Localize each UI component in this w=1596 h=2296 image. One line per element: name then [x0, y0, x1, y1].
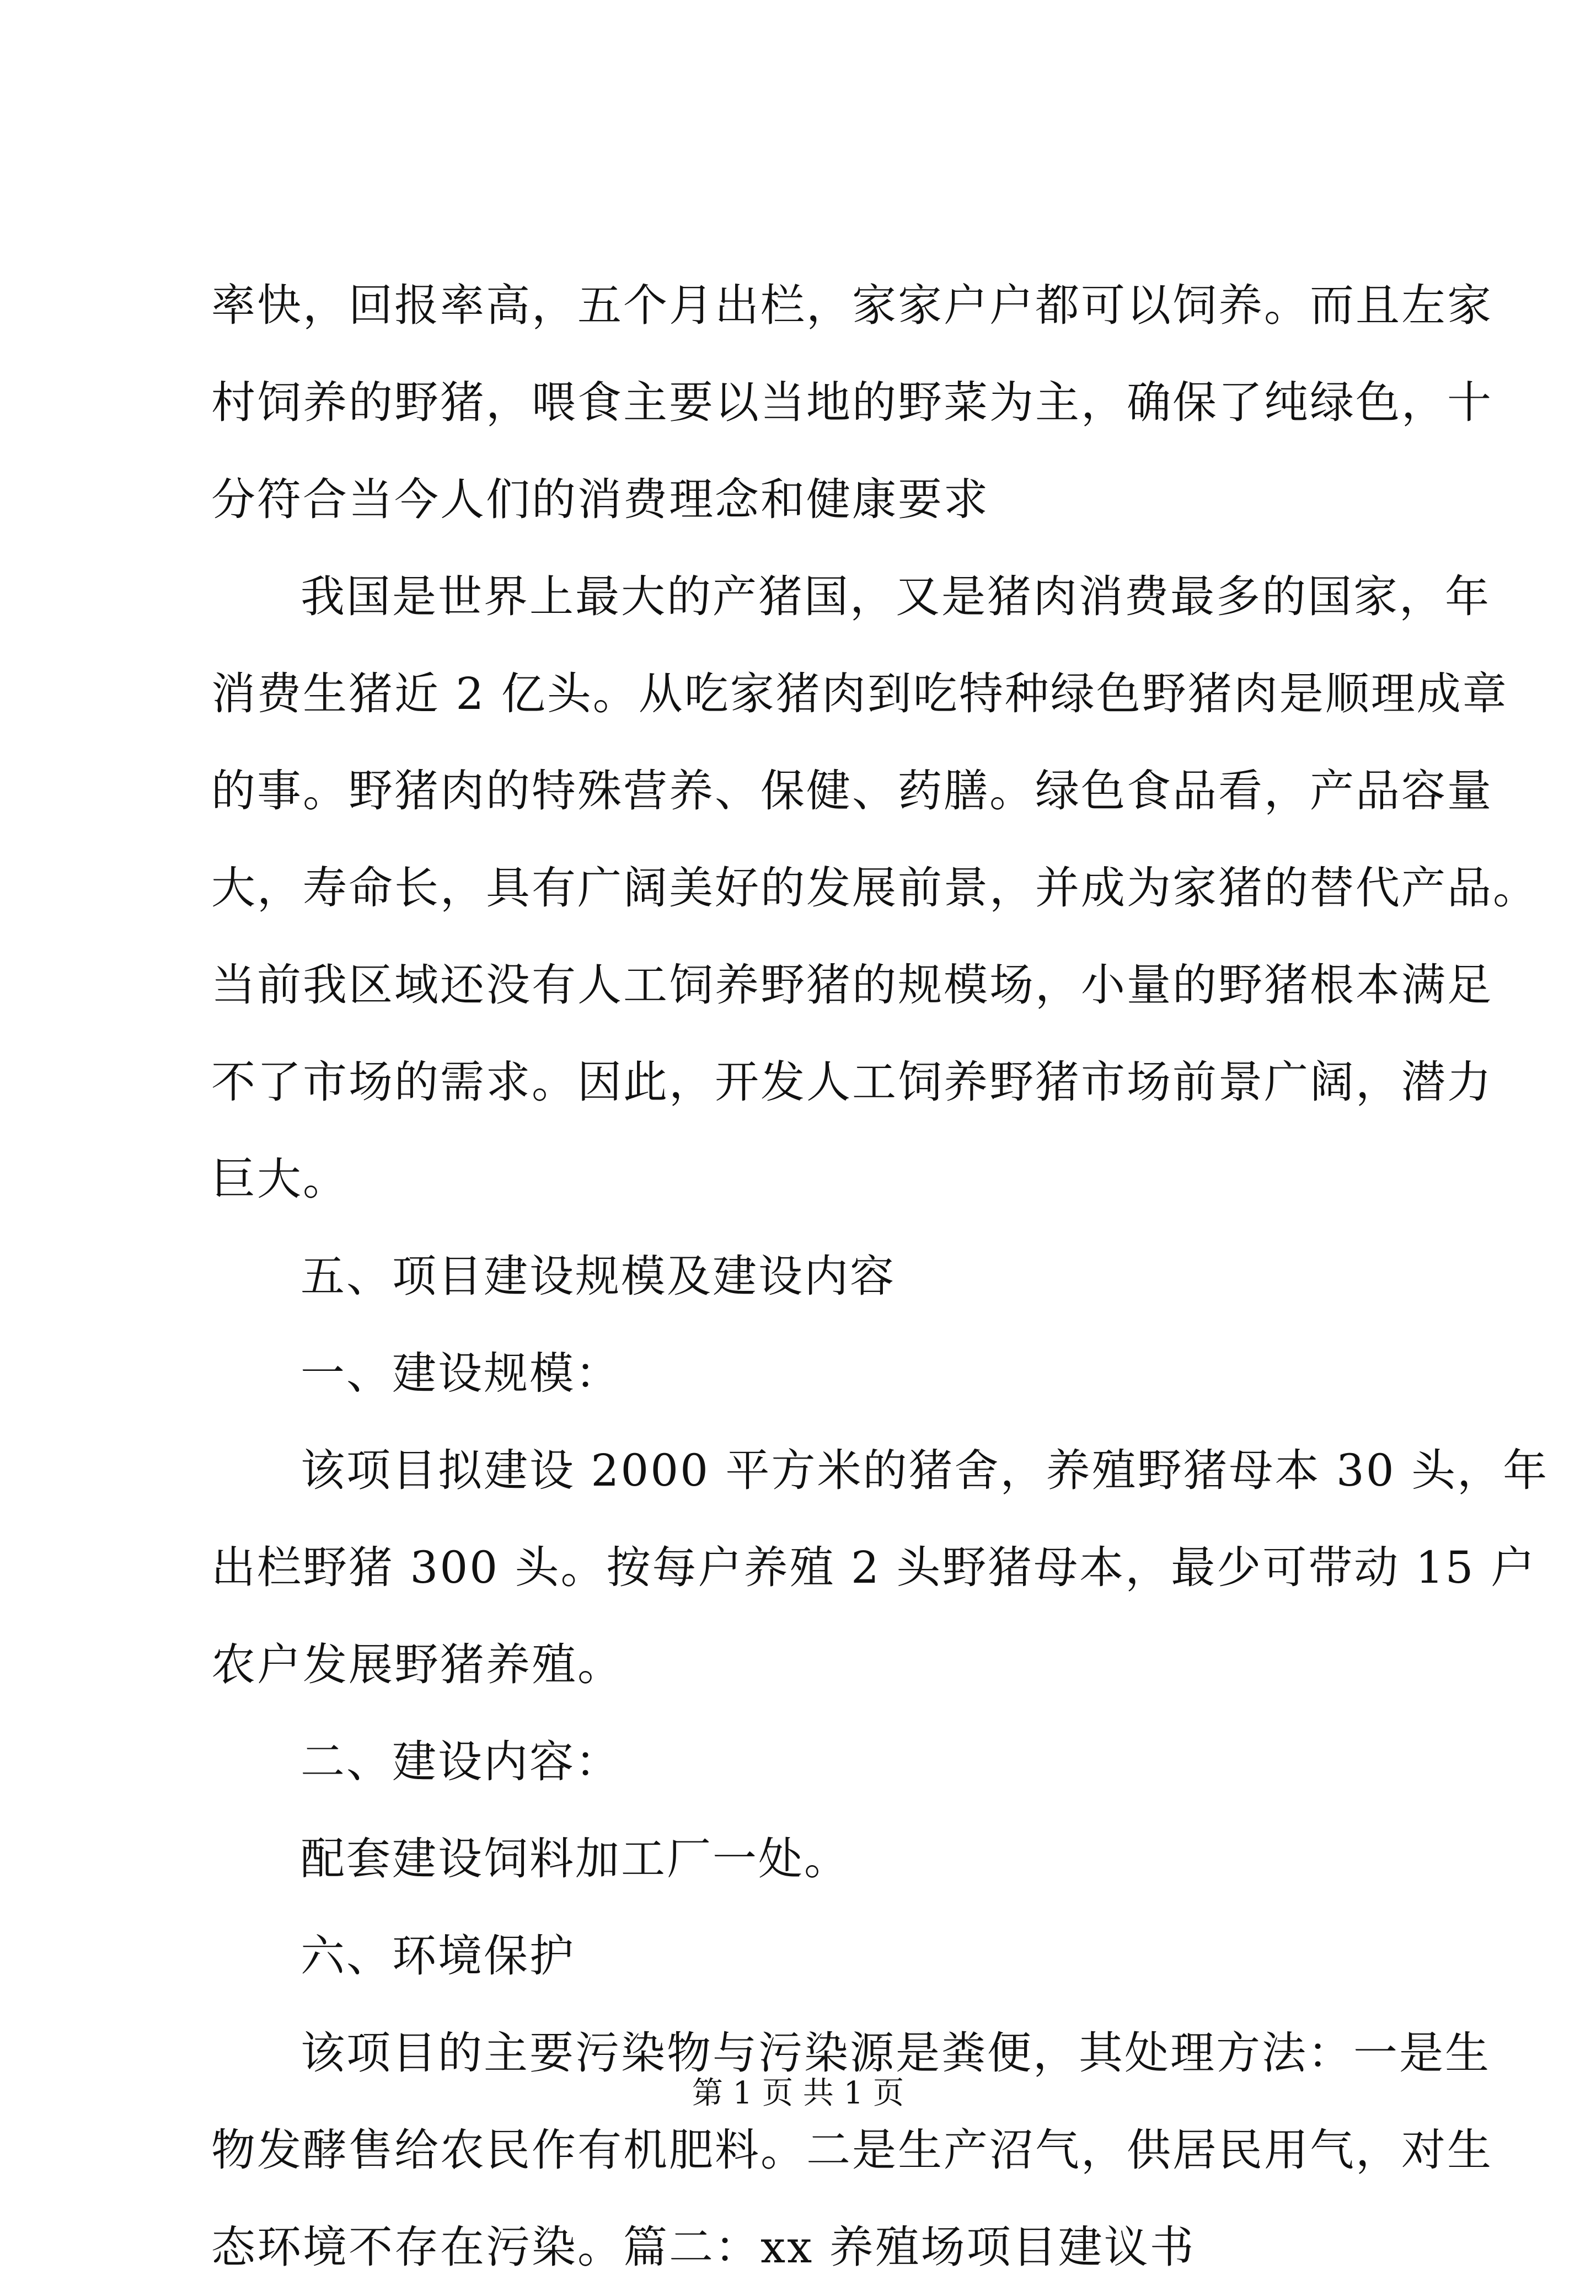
subsection-heading: 一、建设规模： [301, 1348, 621, 1399]
body-line: 不了市场的需求。因此，开发人工饲养野猪市场前景广阔，潜力 [211, 1056, 1493, 1108]
page-footer [0, 2071, 1596, 2116]
page-number-label: 第 1 页 共 1 页 [692, 2075, 904, 2111]
body-line: 巨大。 [211, 1154, 349, 1205]
section-heading: 六、环境保护 [301, 1930, 575, 1982]
paragraph-first-line: 我国是世界上最大的产猪国，又是猪肉消费最多的国家，年 [301, 571, 1491, 622]
section-heading: 五、项目建设规模及建设内容 [301, 1251, 896, 1302]
body-line: 村饲养的野猪，喂食主要以当地的野菜为主，确保了纯绿色，十 [211, 377, 1493, 428]
body-line: 态环境不存在污染。篇二：xx 养殖场项目建议书 [211, 2222, 1196, 2273]
body-line: 农户发展野猪养殖。 [211, 1639, 623, 1690]
body-line: 出栏野猪 300 头。按每户养殖 2 头野猪母本，最少可带动 15 户 [211, 1542, 1536, 1593]
body-line: 的事。野猪肉的特殊营养、保健、药膳。绿色食品看，产品容量 [211, 765, 1493, 816]
body-line: 分符合当今人们的消费理念和健康要求 [211, 474, 989, 525]
body-line: 当前我区域还没有人工饲养野猪的规模场，小量的野猪根本满足 [211, 959, 1493, 1011]
paragraph-first-line: 该项目的主要污染物与污染源是粪便，其处理方法：一是生 [301, 2027, 1491, 2079]
body-line: 消费生猪近 2 亿头。从吃家猪肉到吃特种绿色野猪肉是顺理成章 [211, 668, 1508, 719]
body-line: 率快，回报率高，五个月出栏，家家户户都可以饲养。而且左家 [211, 280, 1493, 331]
body-line: 物发酵售给农民作有机肥料。二是生产沼气，供居民用气，对生 [211, 2124, 1493, 2176]
paragraph-first-line: 该项目拟建设 2000 平方米的猪舍，养殖野猪母本 30 头，年 [301, 1445, 1549, 1496]
document-body [211, 257, 1549, 2296]
paragraph-first-line: 配套建设饲料加工厂一处。 [301, 1833, 850, 1884]
subsection-heading: 二、建设内容： [301, 1736, 621, 1787]
body-line: 大，寿命长，具有广阔美好的发展前景，并成为家猪的替代产品。 [211, 862, 1539, 914]
